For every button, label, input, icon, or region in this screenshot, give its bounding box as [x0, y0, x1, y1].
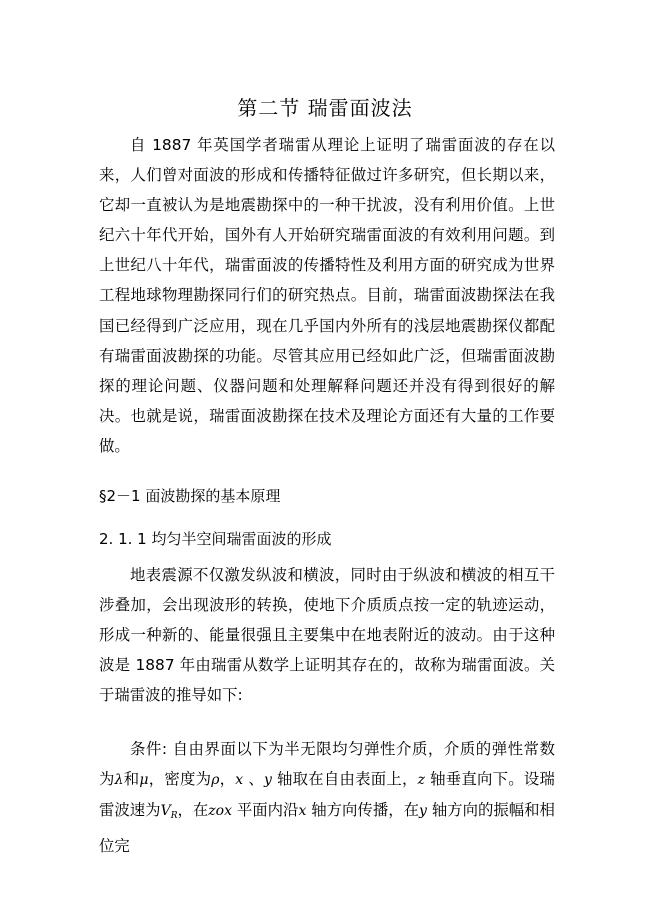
conditions-text: 轴取在自由表面上， — [271, 770, 418, 789]
conditions-text: 和 — [123, 770, 140, 789]
y-symbol: y — [263, 772, 272, 789]
conditions-text: 平面内沿 — [231, 801, 299, 820]
conditions-text: ， — [219, 770, 236, 789]
conditions-text: 、 — [243, 770, 264, 789]
velocity-subscript: R — [170, 811, 178, 822]
conditions-text: 轴方向传播，在 — [306, 801, 419, 820]
mu-symbol: μ — [139, 772, 149, 789]
velocity-symbol: V — [160, 803, 171, 820]
conditions-paragraph — [99, 734, 555, 861]
conditions-text: 轴方向的振幅和相位完 — [99, 801, 555, 856]
x-symbol: x — [235, 772, 244, 789]
y-symbol: y — [419, 803, 427, 820]
conditions-text: ，在 — [177, 801, 209, 820]
conditions-text: 轴垂直向下。设瑞雷波速为 — [99, 770, 555, 820]
conditions-text: ，密度为 — [148, 770, 212, 789]
intro-paragraph: 自 1887 年英国学者瑞雷从理论上证明了瑞雷面波的存在以来，人们曾对面波的形成和传播特征做过许多研究，但长期以来，它却一直被认为是地震勘探中的一种干扰波，没有利用价值。上世纪六十年代开始，国外有人开始研究瑞雷面波的有效利用问题。到上世纪八十年代，瑞雷面波的传播特性及利用方面的研究成为世界工程地球物理勘探同行们的研究热点。目前，瑞雷面波勘探法在我国已经得到广泛应用，现在几乎国内外所有的浅层地震勘探仪都配有瑞雷面波勘探的功能。尽管其应用已经如此广泛，但瑞雷面波勘探的理论问题、仪器问题和处理解释问题还并没有得到很好的解决。也就是说，瑞雷面波勘探在技术及理论方面还有大量的工作要做。 — [99, 136, 555, 455]
formation-paragraph: 地表震源不仅激发纵波和横波，同时由于纵波和横波的相互干涉叠加，会出现波形的转换，使地下介质质点按一定的轨迹运动，形成一种新的、能量很强且主要集中在地表附近的波动。由于这种波是 1887 年由瑞雷从数学上证明其存在的，故称为瑞雷面波。关于瑞雷波的推导如下: — [99, 566, 555, 705]
subsection-heading: 2. 1. 1 均匀半空间瑞雷面波的形成 — [99, 530, 332, 548]
conditions-text: 条件: 自由界面以下为半无限均匀弹性介质，介质的弹性常数为 — [99, 740, 555, 789]
z-symbol: z — [417, 772, 426, 789]
rho-symbol: ρ — [211, 772, 220, 789]
section-heading: §2－1 面波勘探的基本原理 — [99, 487, 281, 505]
section-title: 第二节 瑞雷面波法 — [237, 96, 413, 120]
lambda-symbol: λ — [114, 772, 124, 789]
zox-symbol: zox — [208, 803, 232, 820]
x-symbol: x — [298, 803, 307, 820]
